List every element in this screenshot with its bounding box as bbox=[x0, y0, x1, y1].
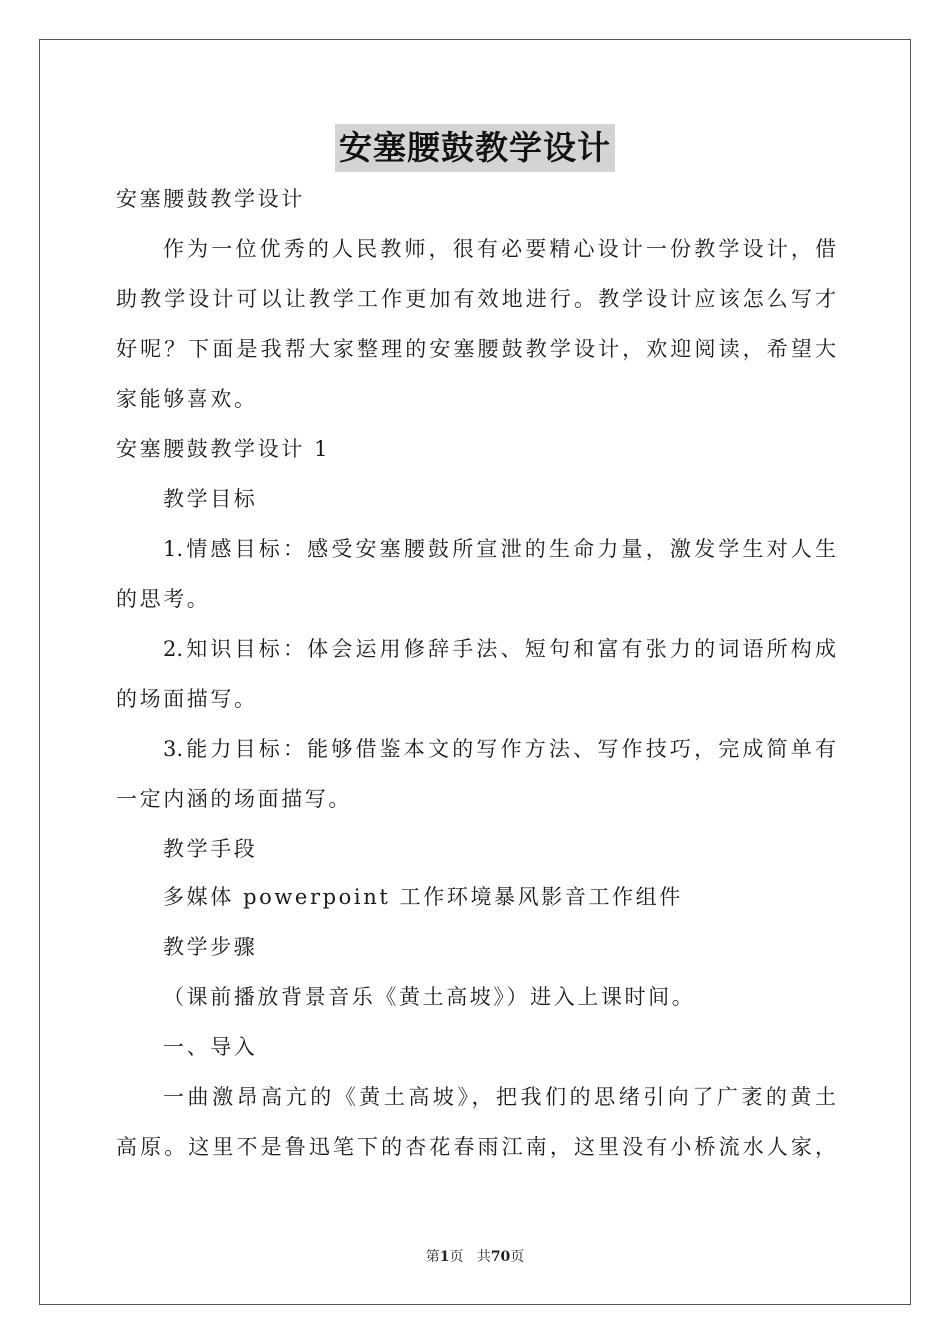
paragraph-line: 3.能力目标：能够借鉴本文的写作方法、写作技巧，完成简单有 bbox=[163, 737, 836, 761]
paragraph-line: 1.情感目标：感受安塞腰鼓所宣泄的生命力量，激发学生对人生 bbox=[163, 537, 836, 561]
total-prefix: 共 bbox=[476, 1249, 491, 1265]
paragraph-line: 助教学设计可以让教学工作更加有效地进行。教学设计应该怎么写才 bbox=[116, 287, 836, 311]
total-pages: 70 bbox=[490, 1249, 511, 1265]
paragraph-line: 作为一位优秀的人民教师，很有必要精心设计一份教学设计，借 bbox=[163, 237, 836, 261]
document-title bbox=[0, 124, 950, 176]
section-heading: 安塞腰鼓教学设计 bbox=[116, 187, 305, 211]
paragraph-line: 多媒体 powerpoint 工作环境暴风影音工作组件 bbox=[163, 885, 683, 909]
subheading: 教学目标 bbox=[163, 487, 258, 511]
paragraph-line: 一曲激昂高亢的《黄土高坡》，把我们的思绪引向了广袤的黄土 bbox=[163, 1085, 836, 1109]
paragraph-line: 的场面描写。 bbox=[116, 687, 258, 711]
subheading: 一、导入 bbox=[163, 1035, 258, 1059]
paragraph-line: 2.知识目标：体会运用修辞手法、短句和富有张力的词语所构成 bbox=[163, 637, 836, 661]
page-border bbox=[39, 39, 911, 1305]
paragraph-line: 的思考。 bbox=[116, 587, 211, 611]
page-suffix: 页 bbox=[449, 1249, 464, 1265]
page-prefix: 第 bbox=[425, 1249, 440, 1265]
paragraph-line: （课前播放背景音乐《黄土高坡》）进入上课时间。 bbox=[163, 985, 696, 1009]
page-footer bbox=[0, 1247, 950, 1267]
subheading: 教学步骤 bbox=[163, 935, 258, 959]
page-number: 1 bbox=[439, 1249, 450, 1265]
total-suffix: 页 bbox=[510, 1249, 525, 1265]
paragraph-line: 一定内涵的场面描写。 bbox=[116, 787, 352, 811]
paragraph-line: 高原。这里不是鲁迅笔下的杏花春雨江南，这里没有小桥流水人家， bbox=[116, 1135, 836, 1159]
subheading: 教学手段 bbox=[163, 837, 258, 861]
paragraph-line: 家能够喜欢。 bbox=[116, 387, 258, 411]
document-title-text: 安塞腰鼓教学设计 bbox=[335, 124, 615, 172]
paragraph-line: 好呢？下面是我帮大家整理的安塞腰鼓教学设计，欢迎阅读，希望大 bbox=[116, 337, 836, 361]
section-heading: 安塞腰鼓教学设计 1 bbox=[116, 437, 331, 461]
